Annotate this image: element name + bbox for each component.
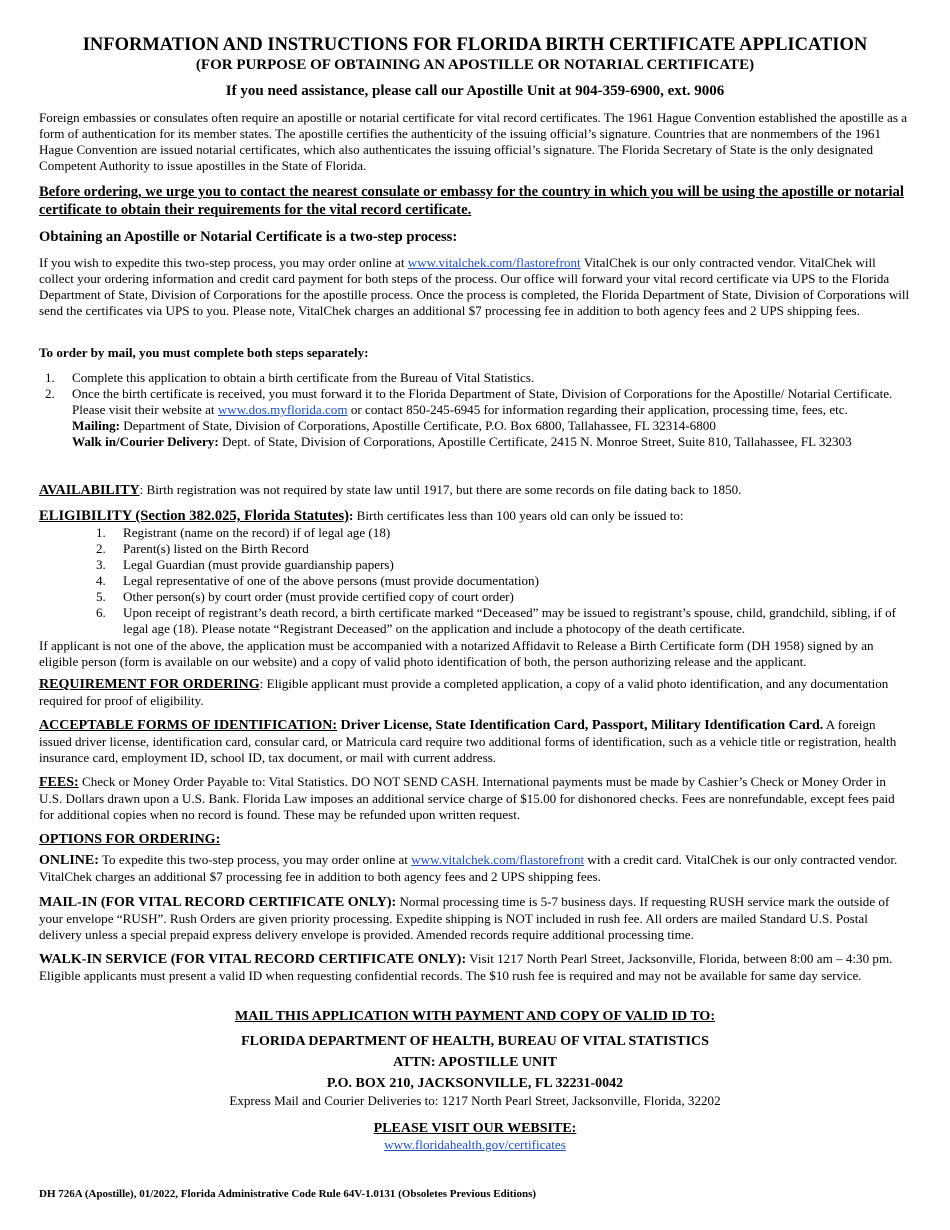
eligibility-list (39, 525, 911, 637)
requirement-label: REQUIREMENT FOR ORDERING (39, 677, 260, 692)
eligibility-item-text: Upon receipt of registrant’s death record, a birth certificate marked “Deceased” may be issued to registrant’s spouse, child, grandchild, sibling, if of legal age (18). Please notate “Registrant Deceased” on the application and include a photocopy of the death certificate. (123, 605, 896, 636)
mail-to-line-1: FLORIDA DEPARTMENT OF HEALTH, BUREAU OF VITAL STATISTICS (241, 1034, 709, 1049)
two-step-text-end: VitalChek is our only contracted vendor. VitalChek will collect your ordering information and credit card payment for both steps of the process. Our office will forward your vital record certificate via UPS to the Florida Department of State, Division of Corporations for the apostille process. Once the process is completed, the Florida Department of State, Division of Corporations will send the certificates via UPS to you. Please note, VitalChek charges an additional $7 processing fee in addition to both agency fees and 2 UPS shipping fees. (39, 255, 910, 318)
options-heading: OPTIONS FOR ORDERING: (39, 832, 221, 847)
eligibility-label: ELIGIBILITY (Section 382.025, Florida Statutes) (39, 508, 350, 524)
requirement-section (39, 676, 911, 709)
page-subtitle: (FOR PURPOSE OF OBTAINING AN APOSTILLE OR NOTARIAL CERTIFICATE) (195, 57, 755, 73)
assistance-line: If you need assistance, please call our Apostille Unit at 904-359-6900, ext. 9006 (225, 83, 725, 99)
eligibility-item (39, 525, 911, 541)
walkin-text: Dept. of State, Division of Corporations, Apostille Certificate, 2415 N. Monroe Street, Suite 810, Tallahassee, FL 32303 (218, 434, 852, 449)
eligibility-item (39, 557, 911, 573)
mail-step-text-end: or contact 850-245-6945 for information regarding their application, processing time, fees, etc. (347, 402, 848, 417)
availability-section (39, 482, 911, 499)
mailing-text: Department of State, Division of Corporations, Apostille Certificate, P.O. Box 6800, Tallahassee, FL 32314-6800 (120, 418, 716, 433)
eligibility-number: 6. (96, 605, 106, 620)
eligibility-item-text: Legal Guardian (must provide guardianship papers) (123, 557, 394, 572)
mail-to-heading: MAIL THIS APPLICATION WITH PAYMENT AND COPY OF VALID ID TO: (235, 1009, 715, 1024)
website-line (39, 1137, 911, 1153)
mailin-text: Normal processing time is 5-7 business days. If requesting RUSH service mark the outside of your envelope “RUSH”. Rush Orders are given priority processing. Expedite shipping is NOT included in rush fee. All orders are mailed Standard U.S. Postal delivery unless a special prepaid express delivery envelope is provided. Amended records require additional processing time. (39, 894, 890, 942)
mailin-label: MAIL-IN (FOR VITAL RECORD CERTIFICATE ONLY): (39, 895, 397, 910)
two-step-heading: Obtaining an Apostille or Notarial Certificate is a two-step process: (39, 229, 458, 245)
mail-order-steps (39, 370, 911, 450)
online-option (39, 852, 911, 885)
eligibility-number: 1. (96, 525, 106, 540)
mailin-option (39, 894, 911, 943)
mail-step-text-start: Once the birth certificate is received, you must forward it to the Florida Department of State, Division of Corporations for the Apostille/ Notarial Certificate. Please visit their website at (72, 386, 893, 417)
mail-step-number: 2. (45, 386, 55, 401)
eligibility-item (39, 589, 911, 605)
online-label: ONLINE: (39, 853, 99, 868)
intro-paragraph: Foreign embassies or consulates often require an apostille or notarial certificate for vital record certificates. The 1961 Hague Convention established the apostille as a form of authentication for its member states. The apostille certifies the authenticity of the issuing official’s signature. Countries that are nonmembers of the 1961 Hague Convention are issued notarial certificates, which also authenticates the issuing official’s signature. The Florida Secretary of State is the only designated Competent Authority to issue apostilles in the State of Florida. (39, 110, 908, 173)
online-text-start: To expedite this two-step process, you may order online at (98, 852, 412, 867)
floridahealth-link[interactable]: www.floridahealth.gov/certificates (384, 1137, 566, 1152)
form-footer: DH 726A (Apostille), 01/2022, Florida Administrative Code Rule 64V-1.0131 (Obsoletes Previous Editions) (39, 1188, 537, 1200)
eligibility-item (39, 573, 911, 589)
fees-label: FEES: (39, 775, 79, 790)
mail-step-1 (39, 370, 911, 386)
eligibility-item-text: Other person(s) by court order (must provide certified copy of court order) (123, 589, 514, 604)
eligibility-item-text: Registrant (name on the record) if of legal age (18) (123, 525, 391, 540)
requirement-text: : Eligible applicant must provide a completed application, a copy of a valid photo identification, and any documentation required for proof of eligibility. (39, 676, 889, 708)
dos-myflorida-link[interactable]: www.dos.myflorida.com (217, 402, 348, 417)
availability-label: AVAILABILITY (39, 483, 140, 498)
mail-to-line-2: ATTN: APOSTILLE UNIT (393, 1055, 557, 1070)
eligibility-colon: : (349, 508, 354, 523)
walkin-address (39, 434, 911, 450)
eligibility-item (39, 541, 911, 557)
identification-text: A foreign issued driver license, identification card, consular card, or Matricula card require two additional forms of identification, such as a vehicle title or registration, health insurance card, employment ID, school ID, tax document, or mail with current address. (39, 717, 897, 765)
warning-notice: Before ordering, we urge you to contact the nearest consulate or embassy for the country in which you will be using the apostille or notarial certificate to obtain their requirements for the vital record certificate. (39, 184, 904, 218)
eligibility-item (39, 605, 911, 637)
vitalchek-link[interactable]: www.vitalchek.com/flastorefront (407, 255, 581, 270)
walkin-service-text: Visit 1217 North Pearl Street, Jacksonville, Florida, between 8:00 am – 4:30 pm. Eligible applicants must present a valid ID when requesting confidential records. The $10 rush fee is required and may not be available for same day service. (39, 951, 893, 983)
eligibility-item-text: Parent(s) listed on the Birth Record (123, 541, 309, 556)
walkin-option (39, 951, 911, 984)
eligibility-note: If applicant is not one of the above, the application must be accompanied with a notarized Affidavit to Release a Birth Certificate form (DH 1958) signed by an eligible person (form is available on our website) and a copy of valid photo identification of both, the person authorizing release and the applicant. (39, 638, 874, 669)
eligibility-number: 5. (96, 589, 106, 604)
eligibility-number: 2. (96, 541, 106, 556)
fees-section (39, 774, 911, 823)
website-heading: PLEASE VISIT OUR WEBSITE: (373, 1121, 577, 1136)
page-title: INFORMATION AND INSTRUCTIONS FOR FLORIDA BIRTH CERTIFICATE APPLICATION (82, 35, 868, 55)
mail-order-heading: To order by mail, you must complete both steps separately: (39, 345, 369, 360)
eligibility-number: 3. (96, 557, 106, 572)
identification-bold: Driver License, State Identification Card, Passport, Military Identification Card. (337, 718, 824, 733)
eligibility-number: 4. (96, 573, 106, 588)
eligibility-section (39, 508, 911, 524)
two-step-text-start: If you wish to expedite this two-step process, you may order online at (39, 255, 408, 270)
mail-to-line-3: P.O. BOX 210, JACKSONVILLE, FL 32231-0042 (326, 1076, 624, 1091)
vitalchek-online-link[interactable]: www.vitalchek.com/flastorefront (411, 852, 585, 867)
mailing-label: Mailing: (72, 418, 121, 433)
fees-text: Check or Money Order Payable to: Vital Statistics. DO NOT SEND CASH. International payments must be made by Cashier’s Check or Money Order in U.S. Dollars drawn upon a U.S. Bank. Florida Law imposes an additional service charge of $15.00 for dishonored checks. Fees are nonrefundable, except fees paid for additional copies when no record is found. These may be refunded upon written request. (39, 774, 895, 822)
identification-section (39, 717, 911, 766)
eligibility-item-text: Legal representative of one of the above persons (must provide documentation) (123, 573, 539, 588)
mail-step-text: Complete this application to obtain a birth certificate from the Bureau of Vital Statistics. (72, 370, 535, 385)
eligibility-text: Birth certificates less than 100 years old can only be issued to: (353, 508, 684, 523)
identification-label: ACCEPTABLE FORMS OF IDENTIFICATION: (39, 718, 338, 733)
mail-step-2 (39, 386, 911, 418)
mail-step-number: 1. (45, 370, 55, 385)
online-text-end: with a credit card. VitalChek is our only contracted vendor. VitalChek charges an additional $7 processing fee in addition to both agency fees and 2 UPS shipping fees. (39, 852, 898, 884)
availability-text: : Birth registration was not required by state law until 1917, but there are some records on file dating back to 1850. (139, 482, 742, 497)
walkin-label: Walk in/Courier Delivery: (72, 434, 219, 449)
two-step-paragraph (39, 255, 911, 319)
walkin-service-label: WALK-IN SERVICE (FOR VITAL RECORD CERTIFICATE ONLY): (39, 952, 467, 967)
mailing-address (39, 418, 911, 434)
express-mail-line: Express Mail and Courier Deliveries to: 1217 North Pearl Street, Jacksonville, Florida, 32202 (229, 1093, 721, 1108)
